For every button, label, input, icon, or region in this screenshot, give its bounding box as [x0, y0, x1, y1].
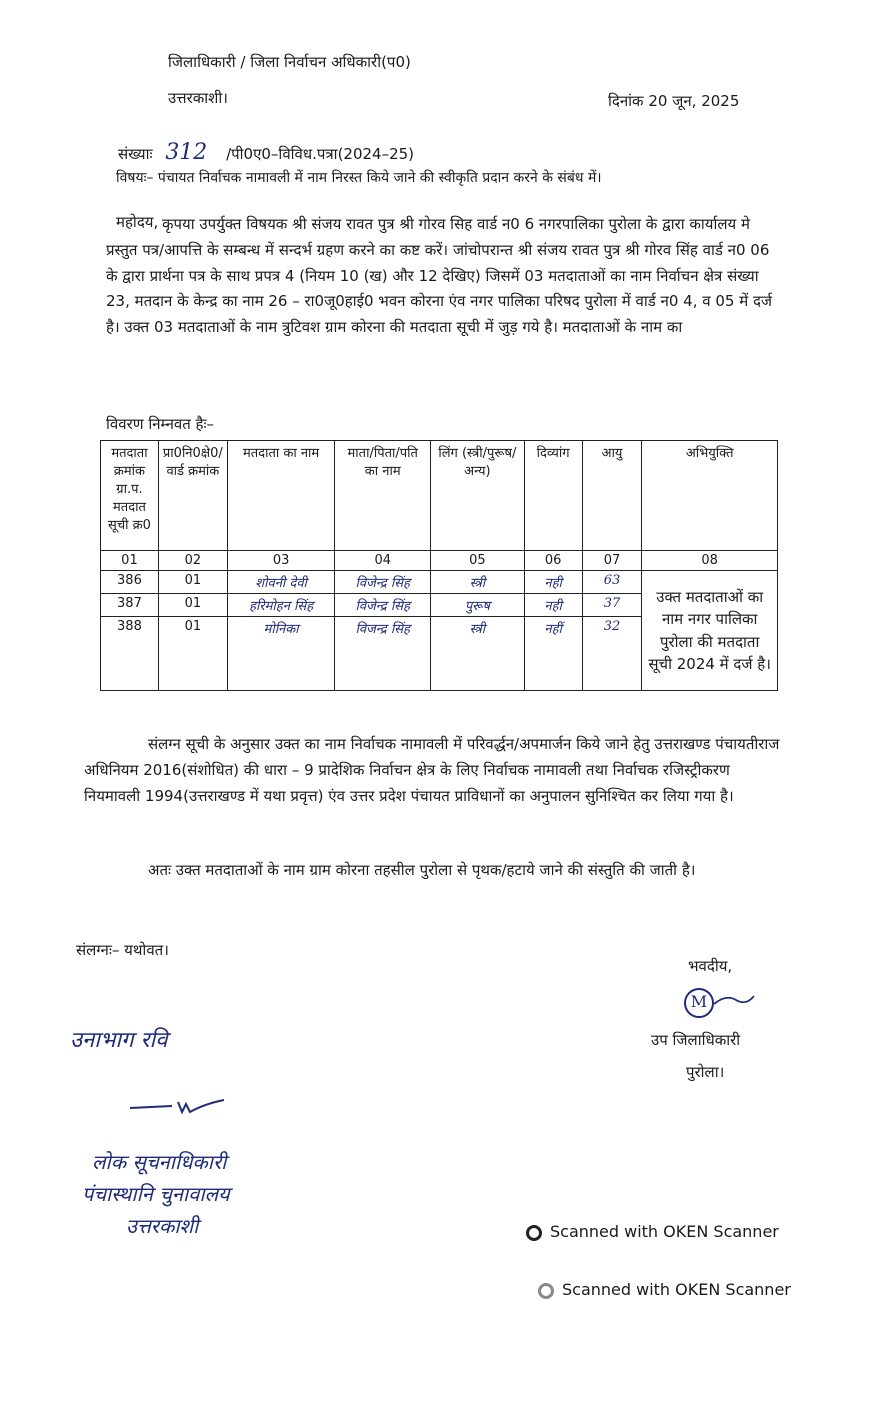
scanner-watermark	[526, 1222, 779, 1241]
cell-voter-name: हरिमोहन सिंह	[227, 594, 335, 617]
scanner-watermark-text: Scanned with OKEN Scanner	[562, 1280, 791, 1299]
column-number: 01	[101, 551, 159, 571]
header-district: उत्तरकाशी।	[168, 89, 228, 107]
scanner-logo-icon	[538, 1283, 554, 1299]
column-number: 08	[642, 551, 778, 571]
column-number: 04	[335, 551, 431, 571]
cell-ward: 01	[158, 571, 227, 594]
cell-age: 37	[582, 594, 642, 617]
header-office-line: जिलाधिकारी / जिला निर्वाचन अधिकारी(प0)	[168, 53, 411, 71]
header-voter-name: मतदाता का नाम	[227, 441, 335, 551]
reference-number: 312	[165, 140, 208, 165]
table-intro: विवरण निम्नवत हैः–	[106, 415, 215, 433]
cell-age: 63	[582, 571, 642, 594]
header-remarks: अभियुक्ति	[642, 441, 778, 551]
letter-date: दिनांक 20 जून, 2025	[608, 92, 740, 110]
table-row	[101, 571, 778, 594]
voter-details-table	[100, 440, 778, 691]
body-paragraph-2: संलग्न सूची के अनुसार उक्त का नाम निर्वाचक नामावली में परिवर्द्धन/अपमार्जन किये जाने हेतु उत्तराखण्ड पंचायतीराज अधिनियम 2016(संशोधित) की धारा – 9 प्रादेशिक निर्वाचन क्षेत्र के लिए निर्वाचक नामावली तथा निर्वाचक रजिस्ट्रीकरण नियमावली 1994(उत्तराखण्ड में यथा प्रवृत्त) एंव उत्तर प्रदेश पंचायत प्राविधानों का अनुपालन सुनिश्चित कर लिया गया है।	[84, 735, 780, 805]
cell-disability: नही	[524, 571, 582, 594]
header-age: आयु	[582, 441, 642, 551]
cell-gender: स्त्री	[431, 571, 525, 594]
cell-age: 32	[582, 617, 642, 691]
subject-line: विषयः– पंचायत निर्वाचक नामावली में नाम निरस्त किये जाने की स्वीकृति प्रदान करने के संबंध में।	[116, 170, 602, 186]
signature-stroke-icon	[712, 990, 756, 1010]
cell-voter-name: मोनिका	[227, 617, 335, 691]
header-ward-number: प्रा0नि0क्षे0/वार्ड क्रमांक	[158, 441, 227, 551]
reference-label: संख्याः	[118, 145, 153, 163]
cell-parent-name: विजन्द्र सिंह	[335, 617, 431, 691]
scanner-logo-icon	[526, 1225, 542, 1241]
cell-remarks: उक्त मतदाताओं का नाम नगर पालिका पुरोला की मतदाता सूची 2024 में दर्ज है।	[642, 571, 778, 691]
column-number: 06	[524, 551, 582, 571]
header-parent-name: माता/पिता/पति का नाम	[335, 441, 431, 551]
cell-voter-name: शोवनी देवी	[227, 571, 335, 594]
column-number: 05	[431, 551, 525, 571]
cell-gender: स्त्री	[431, 617, 525, 691]
signatory-place: पुरोला।	[686, 1063, 725, 1081]
reference-code: /पी0ए0–विविध.पत्रा(2024–25)	[226, 145, 415, 163]
pio-district: उत्तरकाशी	[126, 1214, 199, 1238]
closing-yours: भवदीय,	[688, 957, 733, 975]
signatory-designation: उप जिलाधिकारी	[651, 1031, 741, 1049]
cell-serial: 388	[101, 617, 159, 691]
reference-line	[118, 140, 414, 165]
column-number: 07	[582, 551, 642, 571]
scanner-watermark-text: Scanned with OKEN Scanner	[550, 1222, 779, 1241]
cell-parent-name: विजेन्द्र सिंह	[335, 594, 431, 617]
cell-serial: 386	[101, 571, 159, 594]
column-number: 02	[158, 551, 227, 571]
column-number: 03	[227, 551, 335, 571]
table-number-row	[101, 551, 778, 571]
cell-gender: पुरूष	[431, 594, 525, 617]
header-voter-serial: मतदाता क्रमांक ग्रा.प. मतदात सूची क्र0	[101, 441, 159, 551]
table-header-row	[101, 441, 778, 551]
salutation: महोदय,	[116, 213, 159, 231]
body-paragraph-1: कृपया उपर्युक्त विषयक श्री संजय रावत पुत्र श्री गोरव सिह वार्ड न0 6 नगरपालिका पुरोला के द्वारा कार्यालय मे प्रस्तुत पत्र/आपत्ति के सम्बन्ध में सन्दर्भ ग्रहण करने का कष्ट करें। जांचोपरान्त श्री संजय रावत पुत्र श्री गोरव सिंह वार्ड न0 06 के द्वारा प्रार्थना पत्र के साथ प्रपत्र 4 (नियम 10 (ख) और 12 देखिए) जिसमें 03 मतदाताओं का नाम निर्वाचन क्षेत्र संख्या 23, मतदान के केन्द्र का नाम 26 – रा0जू0हाई0 भवन कोरना एंव नगर पालिका परिषद पुरोला में वार्ड न0 4, व 05 में दर्ज है। उक्त 03 मतदाताओं के नाम त्रुटिवश ग्राम कोरना की मतदाता सूची में जुड़ गये है। मतदाताओं के नाम का	[106, 215, 773, 337]
cell-parent-name: विजेन्द्र सिंह	[335, 571, 431, 594]
handwritten-note: उनाभाग रवि	[70, 1028, 168, 1053]
pio-designation: लोक सूचनाधिकारी	[92, 1150, 227, 1174]
enclosure-note: संलग्नः– यथोवत।	[76, 941, 169, 959]
scanner-watermark	[538, 1280, 791, 1299]
officer-signature-icon: M	[684, 988, 714, 1018]
header-disability: दिव्यांग	[524, 441, 582, 551]
header-gender: लिंग (स्त्री/पुरूष/अन्य)	[431, 441, 525, 551]
cell-serial: 387	[101, 594, 159, 617]
body-paragraph-3: अतः उक्त मतदाताओं के नाम ग्राम कोरना तहसील पुरोला से पृथक/हटाये जाने की संस्तुति की जाती है।	[148, 861, 696, 879]
cell-ward: 01	[158, 617, 227, 691]
cell-ward: 01	[158, 594, 227, 617]
cell-disability: नही	[524, 594, 582, 617]
handwritten-signature-icon	[128, 1098, 228, 1118]
pio-office: पंचास्थानि चुनावालय	[82, 1182, 230, 1206]
cell-disability: नहीं	[524, 617, 582, 691]
